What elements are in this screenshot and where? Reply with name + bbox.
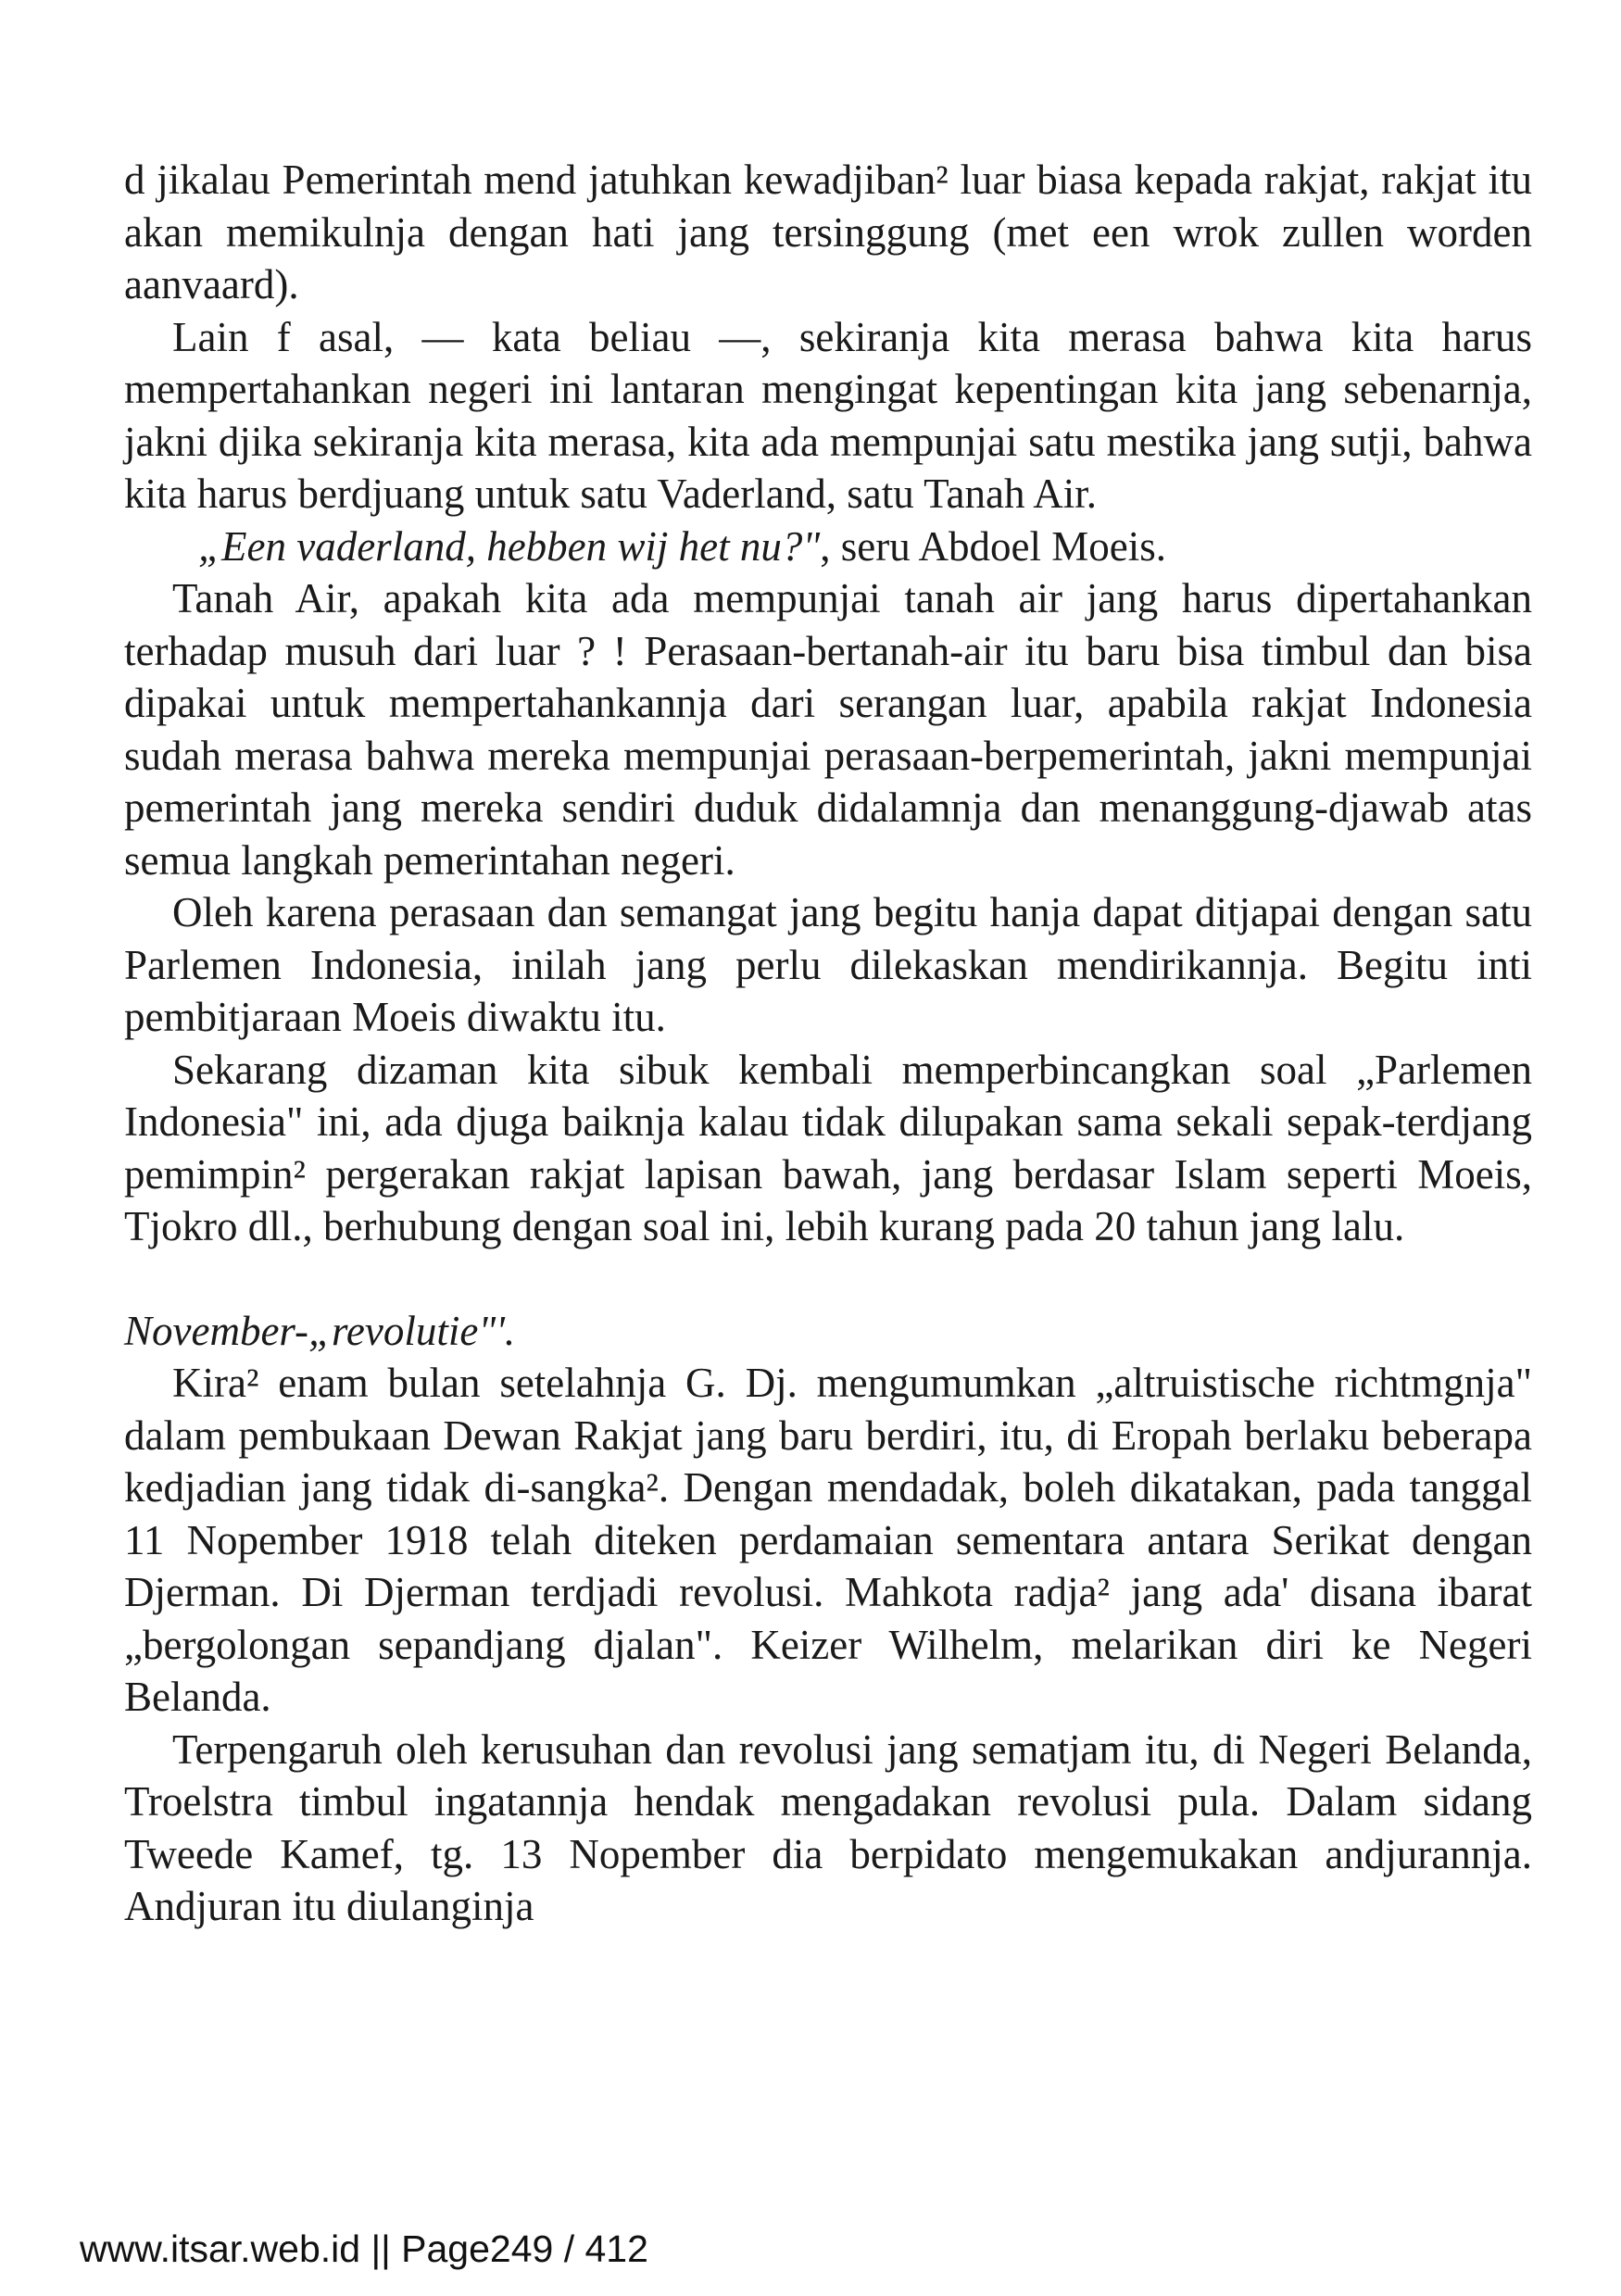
page-footer: www.itsar.web.id || Page249 / 412 xyxy=(80,2227,648,2270)
section-heading-text: November-„revolutie"'. xyxy=(124,1307,516,1354)
paragraph-5: Oleh karena perasaan dan semangat jang begitu hanja dapat ditjapai dengan satu Parlemen Indonesia, inilah jang perlu dilekaskan mendirikannja. Begitu inti pembitjaraan Moeis diwaktu itu. xyxy=(124,889,1532,1040)
paragraph-1: d jikalau Pemerintah mend jatuhkan kewadjiban² luar biasa kepada rakjat, rakjat itu akan memikulnja dengan hati jang tersinggung (met een wrok zullen worden aanvaard). xyxy=(124,157,1532,307)
paragraph-2: Lain f asal, — kata beliau —, sekiranja kita merasa bahwa kita harus mempertahankan negeri ini lantaran mengingat kepentingan kita jang sebenarnja, jakni djika sekiranja kita merasa, kita ada mempunjai satu mestika jang sutji, bahwa kita harus berdjuang untuk satu Vaderland, satu Tanah Air. xyxy=(124,313,1532,517)
quote-italic: „Een vaderland, hebben wij het nu?" xyxy=(198,522,821,570)
paragraph-8: Terpengaruh oleh kerusuhan dan revolusi jang sematjam itu, di Negeri Belanda, Troelstra timbul ingatannja hendak mengadakan revolusi pula. Dalam sidang Tweede Kamef, tg. 13 Nopember dia berpidato mengemukakan andjurannja. Andjuran itu diulanginja xyxy=(124,1725,1532,1929)
paragraph-7: Kira² enam bulan setelahnja G. Dj. mengumumkan „altruistische richtmgnja" dalam pembukaan Dewan Rakjat jang baru berdiri, itu, di Eropah berlaku beberapa kedjadian jang tidak di-sangka². Dengan mendadak, boleh dikatakan, pada tanggal 11 Nopember 1918 telah diteken perdamaian sementara antara Serikat dengan Djerman. Di Djerman terdjadi revolusi. Mahkota radja² jang ada' disana ibarat „bergolongan sepandjang djalan". Keizer Wilhelm, melarikan diri ke Negeri Belanda. xyxy=(124,1360,1532,1720)
section-heading xyxy=(124,1305,1532,1358)
paragraph-3-quote xyxy=(124,521,1532,573)
quote-attribution: , seru Abdoel Moeis. xyxy=(820,522,1167,570)
paragraph-6: Sekarang dizaman kita sibuk kembali memperbincangkan soal „Parlemen Indonesia" ini, ada djuga baiknja kalau tidak dilupakan sama sekali sepak-terdjang pemimpin² pergerakan rakjat lapisan bawah, jang berdasar Islam seperti Moeis, Tjokro dll., berhubung dengan soal ini, lebih kurang pada 20 tahun jang lalu. xyxy=(124,1046,1532,1249)
paragraph-4: Tanah Air, apakah kita ada mempunjai tanah air jang harus dipertahankan terhadap musuh dari luar ? ! Perasaan-bertanah-air itu baru bisa timbul dan bisa dipakai untuk mempertahankannja dari serangan luar, apabila rakjat Indonesia sudah merasa bahwa mereka mempunjai perasaan-berpemerintah, jakni mempunjai pemerintah jang mereka sendiri duduk didalamnja dan menanggung-djawab atas semua langkah pemerintahan negeri. xyxy=(124,575,1532,884)
body-text xyxy=(124,154,1532,1933)
